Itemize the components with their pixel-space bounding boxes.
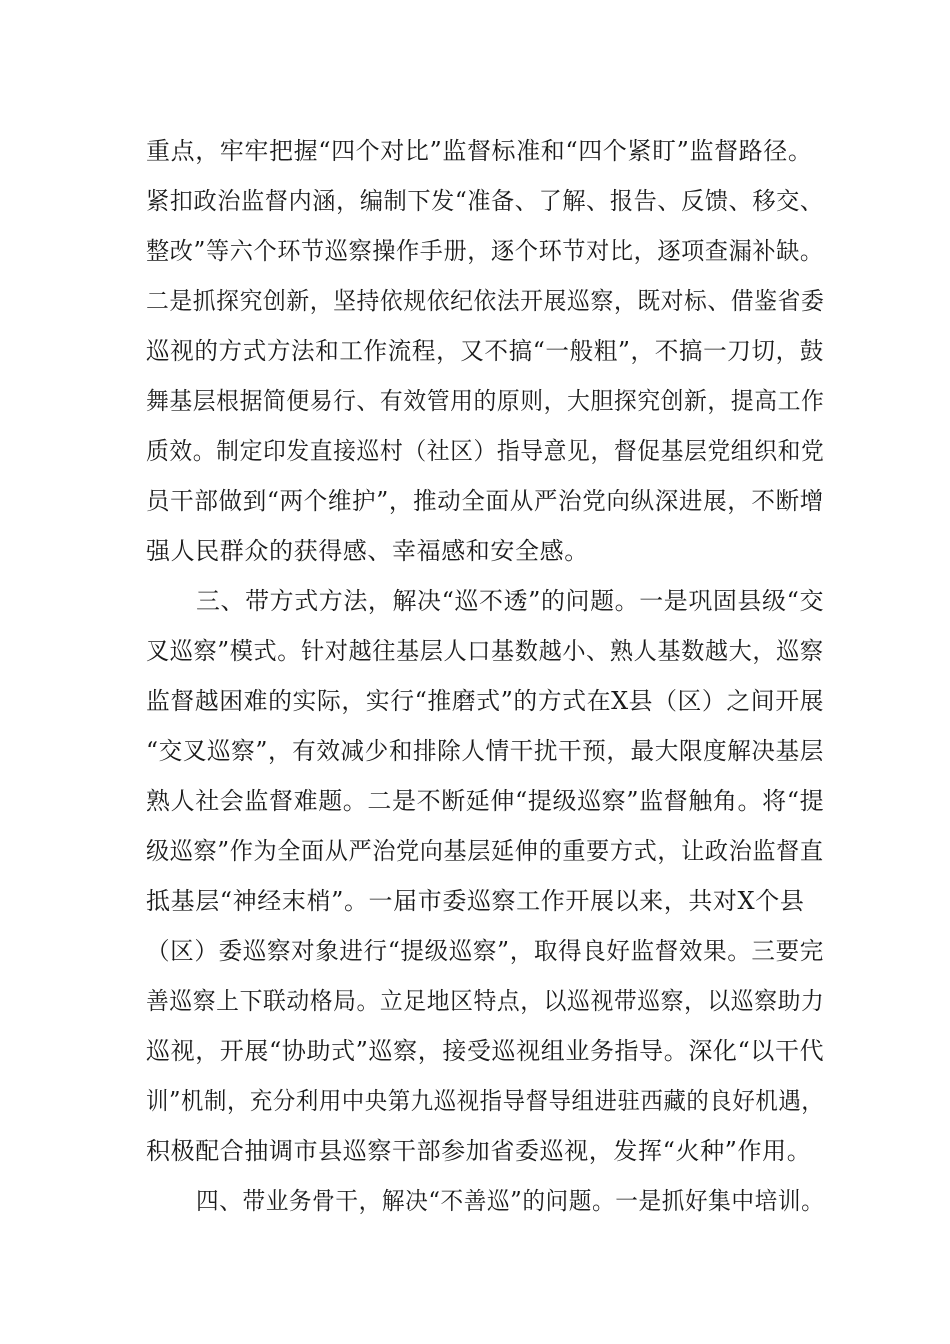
text-line: （区）委巡察对象进行“提级巡察”，取得良好监督效果。三要完 <box>146 937 824 965</box>
text-line: “交叉巡察”，有效减少和排除人情干扰干预，最大限度解决基层 <box>146 737 824 765</box>
text-line: 巡视，开展“协助式”巡察，接受巡视组业务指导。深化“以干代 <box>146 1037 825 1065</box>
text-line: 熟人社会监督难题。二是不断延伸“提级巡察”监督触角。将“提 <box>146 787 825 815</box>
text-line: 舞基层根据简便易行、有效管用的原则，大胆探究创新，提高工作 <box>146 387 825 415</box>
text-line: 重点，牢牢把握“四个对比”监督标准和“四个紧盯”监督路径。 <box>146 137 813 165</box>
text-line: 级巡察”作为全面从严治党向基层延伸的重要方式，让政治监督直 <box>146 837 824 865</box>
text-line: 二是抓探究创新，坚持依规依纪依法开展巡察，既对标、借鉴省委 <box>146 287 825 315</box>
text-line: 积极配合抽调市县巡察干部参加省委巡视，发挥“火种”作用。 <box>146 1137 812 1165</box>
paragraph-start-line: 四、带业务骨干，解决“不善巡”的问题。一是抓好集中培训。 <box>196 1187 825 1215</box>
text-line: 监督越困难的实际，实行“推磨式”的方式在X县（区）之间开展 <box>146 687 825 715</box>
text-line: 巡视的方式方法和工作流程，又不搞“一般粗”，不搞一刀切，鼓 <box>146 337 824 365</box>
text-line: 抵基层“神经末梢”。一届市委巡察工作开展以来，共对X个县 <box>146 887 805 915</box>
text-line: 叉巡察”模式。针对越往基层人口基数越小、熟人基数越大，巡察 <box>146 637 824 665</box>
text-line: 训”机制，充分利用中央第九巡视指导督导组进驻西藏的良好机遇， <box>146 1087 825 1115</box>
text-line: 善巡察上下联动格局。立足地区特点，以巡视带巡察，以巡察助力 <box>146 987 825 1015</box>
text-line: 质效。制定印发直接巡村（社区）指导意见，督促基层党组织和党 <box>146 437 825 465</box>
text-line: 整改”等六个环节巡察操作手册，逐个环节对比，逐项查漏补缺。 <box>146 237 824 265</box>
text-line: 员干部做到“两个维护”，推动全面从严治党向纵深进展，不断增 <box>146 487 824 515</box>
text-line: 紧扣政治监督内涵，编制下发“准备、了解、报告、反馈、移交、 <box>146 187 824 215</box>
text-line: 强人民群众的获得感、幸福感和安全感。 <box>146 537 589 565</box>
paragraph-start-line: 三、带方式方法，解决“巡不透”的问题。一是巩固县级“交 <box>196 587 825 615</box>
